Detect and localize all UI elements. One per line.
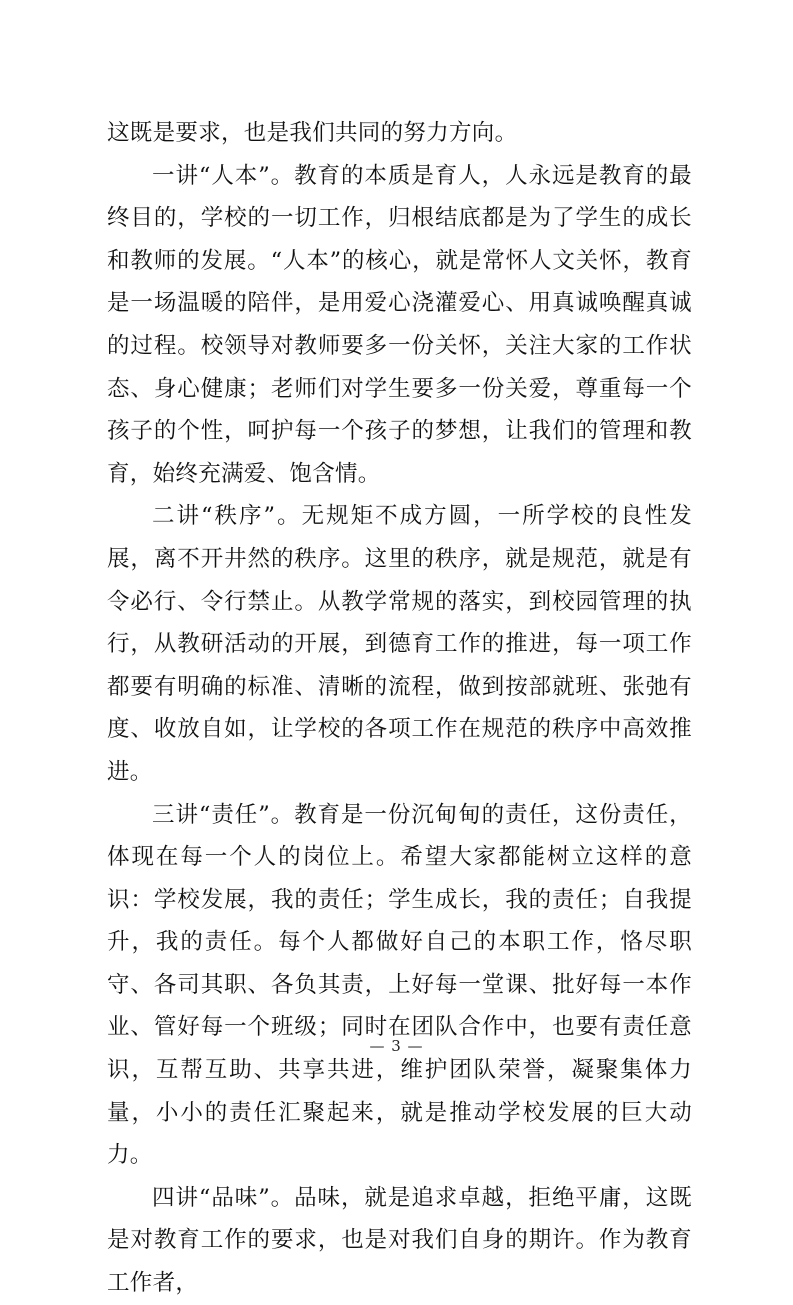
paragraph-taste: 四讲“品味”。品味，就是追求卓越，拒绝平庸，这既是对教育工作的要求，也是对我们自身的期许。作为教育工作者， bbox=[107, 1184, 692, 1297]
paragraph-people-oriented: 一讲“人本”。教育的本质是育人，人永远是教育的最终目的，学校的一切工作，归根结底都是为了学生的成长和教师的发展。“人本”的核心，就是常怀人文关怀，教育是一场温暖的陪伴，是用爱心浇灌爱心、用真诚唤醒真诚的过程。校领导对教师要多一份关怀，关注大家的工作状态、身心健康；老师们对学生要多一份关爱，尊重每一个孩子的个性，呵护每一个孩子的梦想，让我们的管理和教育，始终充满爱、饱含情。 bbox=[107, 162, 692, 487]
paragraph-order: 二讲“秩序”。无规矩不成方圆，一所学校的良性发展，离不开井然的秩序。这里的秩序，就是规范，就是有令必行、令行禁止。从教学常规的落实，到校园管理的执行，从教研活动的开展，到德育工作的推进，每一项工作都要有明确的标准、清晰的流程，做到按部就班、张弛有度、收放自如，让学校的各项工作在规范的秩序中高效推进。 bbox=[107, 503, 692, 785]
page-number: — 3 — bbox=[369, 1037, 424, 1055]
paragraph-responsibility: 三讲“责任”。教育是一份沉甸甸的责任，这份责任，体现在每一个人的岗位上。希望大家都能树立这样的意识：学校发展，我的责任；学生成长，我的责任；自我提升，我的责任。每个人都做好自己的本职工作，恪尽职守、各司其职、各负其责，上好每一堂课、批好每一本作业、管好每一个班级；同时在团队合作中，也要有责任意识，互帮互助、共享共进，维护团队荣誉，凝聚集体力量，小小的责任汇聚起来，就是推动学校发展的巨大动力。 bbox=[107, 801, 692, 1169]
document-body bbox=[107, 112, 692, 1305]
paragraph-continuation: 这既是要求，也是我们共同的努力方向。 bbox=[107, 120, 518, 146]
